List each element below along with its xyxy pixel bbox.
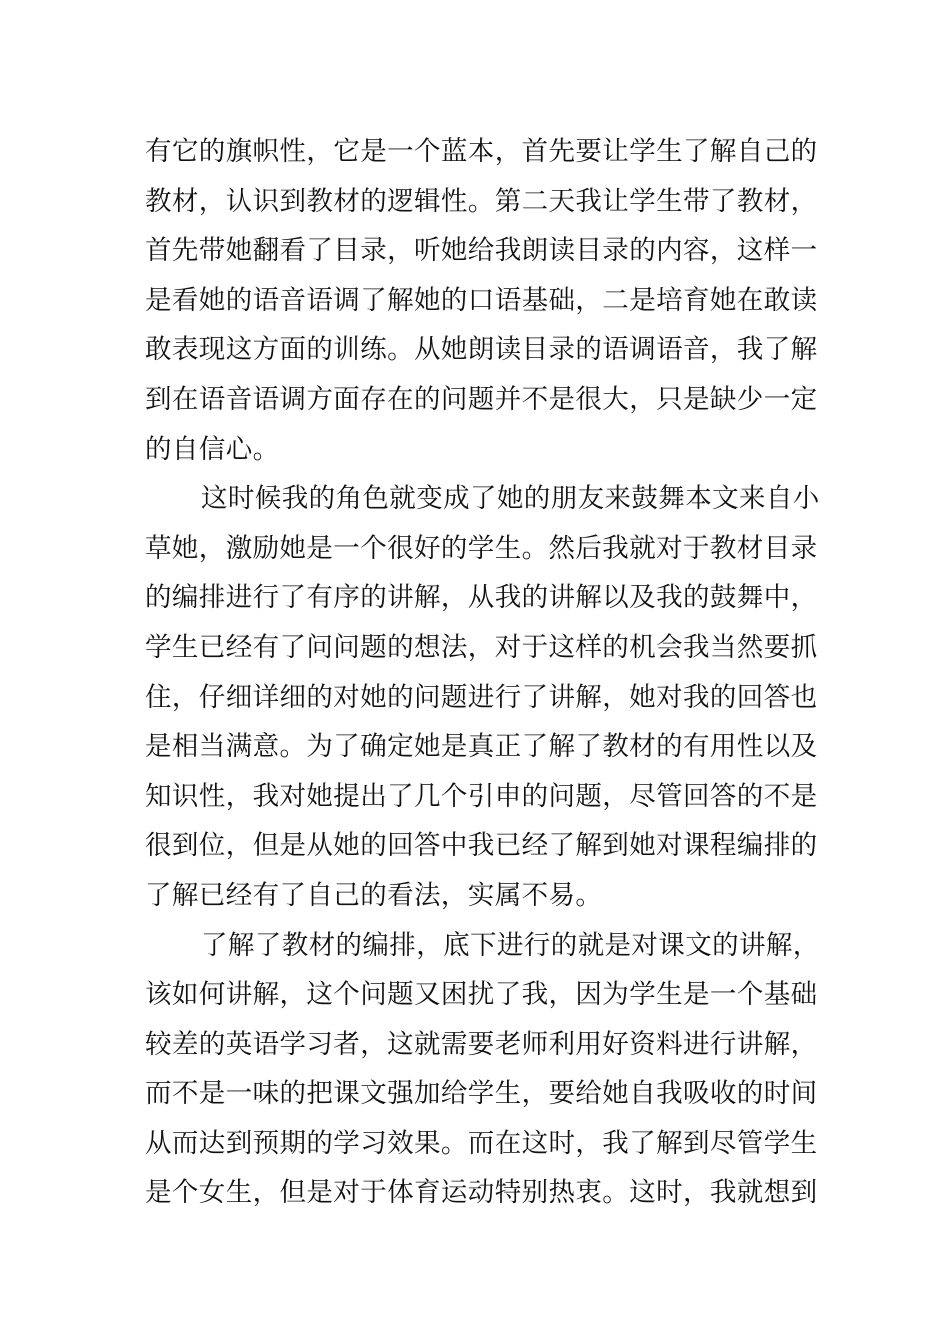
paragraph-first-line: 这时候我的角色就变成了她的朋友来鼓舞本文来自小 [201, 483, 820, 515]
text-line: 而不是一味的把课文强加给学生，要给她自我吸收的时间 [145, 1078, 818, 1110]
paragraph-first-line: 了解了教材的编排，底下进行的就是对课文的讲解， [201, 929, 820, 961]
text-line: 敢表现这方面的训练。从她朗读目录的语调语音，我了解 [145, 334, 818, 366]
text-line: 是个女生，但是对于体育运动特别热衷。这时，我就想到 [145, 1177, 818, 1209]
text-line: 是相当满意。为了确定她是真正了解了教材的有用性以及 [145, 731, 818, 763]
text-line: 从而达到预期的学习效果。而在这时，我了解到尽管学生 [145, 1127, 818, 1159]
text-line: 草她，激励她是一个很好的学生。然后我就对于教材目录 [145, 532, 818, 564]
text-line: 的编排进行了有序的讲解，从我的讲解以及我的鼓舞中， [145, 582, 818, 614]
text-line: 首先带她翻看了目录，听她给我朗读目录的内容，这样一 [145, 235, 818, 267]
body-text [145, 127, 820, 1218]
text-line: 有它的旗帜性，它是一个蓝本，首先要让学生了解自己的 [145, 136, 818, 167]
text-line: 是看她的语音语调了解她的口语基础，二是培育她在敢读 [145, 284, 818, 316]
text-line: 该如何讲解，这个问题又困扰了我，因为学生是一个基础 [145, 979, 818, 1011]
text-line: 很到位，但是从她的回答中我已经了解到她对课程编排的 [145, 830, 818, 862]
text-line: 较差的英语学习者，这就需要老师利用好资料进行讲解， [145, 1028, 818, 1060]
text-line: 的自信心。 [145, 433, 280, 465]
text-line: 教材，认识到教材的逻辑性。第二天我让学生带了教材， [145, 185, 818, 217]
text-line: 学生已经有了问问题的想法，对于这样的机会我当然要抓 [145, 631, 818, 663]
text-line: 住，仔细详细的对她的问题进行了讲解，她对我的回答也 [145, 681, 818, 713]
text-line: 了解已经有了自己的看法，实属不易。 [145, 879, 603, 911]
text-line: 知识性，我对她提出了几个引申的问题，尽管回答的不是 [145, 780, 818, 812]
text-line: 到在语音语调方面存在的问题并不是很大，只是缺少一定 [145, 383, 818, 415]
